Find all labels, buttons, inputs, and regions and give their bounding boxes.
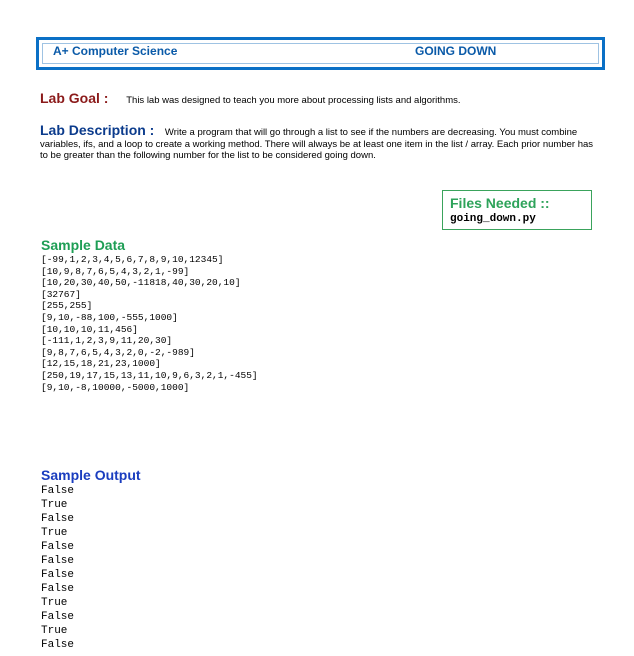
lab-goal — [40, 90, 600, 108]
header-left-title: A+ Computer Science — [53, 44, 178, 58]
sample-output-title: Sample Output — [41, 467, 141, 483]
header-banner — [36, 37, 605, 70]
sample-output-line: False — [41, 555, 75, 567]
sample-data-line: [-111,1,2,3,9,11,20,30] — [41, 335, 173, 347]
sample-output-line: False — [41, 611, 75, 623]
sample-data-line: [10,20,30,40,50,-11818,40,30,20,10] — [41, 277, 241, 289]
sample-data-line: [10,10,10,11,456] — [41, 323, 138, 335]
files-needed-file: going_down.py — [450, 213, 536, 225]
lab-goal-text: This lab was designed to teach you more about processing lists and algorithms. — [126, 95, 461, 106]
lab-goal-label: Lab Goal : — [40, 90, 109, 106]
lab-description-label: Lab Description : — [40, 122, 155, 138]
header-right-title: GOING DOWN — [415, 44, 497, 58]
sample-output-line: True — [41, 597, 68, 609]
sample-data-line: [9,10,-88,100,-555,1000] — [41, 311, 178, 323]
sample-output-line: False — [41, 485, 75, 497]
sample-data-list — [41, 254, 258, 393]
files-needed-title: Files Needed :: — [450, 195, 550, 211]
sample-output-line: False — [41, 569, 75, 581]
sample-output-line: True — [41, 625, 68, 637]
files-needed-box — [442, 190, 592, 230]
sample-data-line: [255,255] — [41, 300, 93, 312]
sample-output-list — [41, 484, 74, 652]
sample-data-line: [12,15,18,21,23,1000] — [41, 358, 161, 370]
sample-data-line: [-99,1,2,3,4,5,6,7,8,9,10,12345] — [41, 254, 224, 265]
lab-description-text: Write a program that will go through a list to see if the numbers are decreasing. You must combine variables, ifs, and a loop to create a working method. There will always be at least one item in the list / array. Each prior number has to be greater than the following number for the list to be considered going down. — [40, 127, 594, 161]
sample-output-line: False — [41, 513, 75, 525]
sample-output-line: True — [41, 499, 68, 511]
sample-data-line: [9,10,-8,10000,-5000,1000] — [41, 381, 190, 393]
sample-data-line: [10,9,8,7,6,5,4,3,2,1,-99] — [41, 265, 190, 277]
sample-output-line: False — [41, 541, 75, 553]
sample-output-line: True — [41, 527, 68, 539]
sample-output-line: False — [41, 639, 75, 651]
sample-data-line: [32767] — [41, 288, 81, 300]
sample-output-line: False — [41, 583, 75, 595]
sample-data-title: Sample Data — [41, 237, 126, 253]
lab-description — [40, 123, 596, 162]
sample-data-line: [9,8,7,6,5,4,3,2,0,-2,-989] — [41, 346, 195, 358]
sample-data-line: [250,19,17,15,13,11,10,9,6,3,2,1,-455] — [41, 369, 258, 381]
